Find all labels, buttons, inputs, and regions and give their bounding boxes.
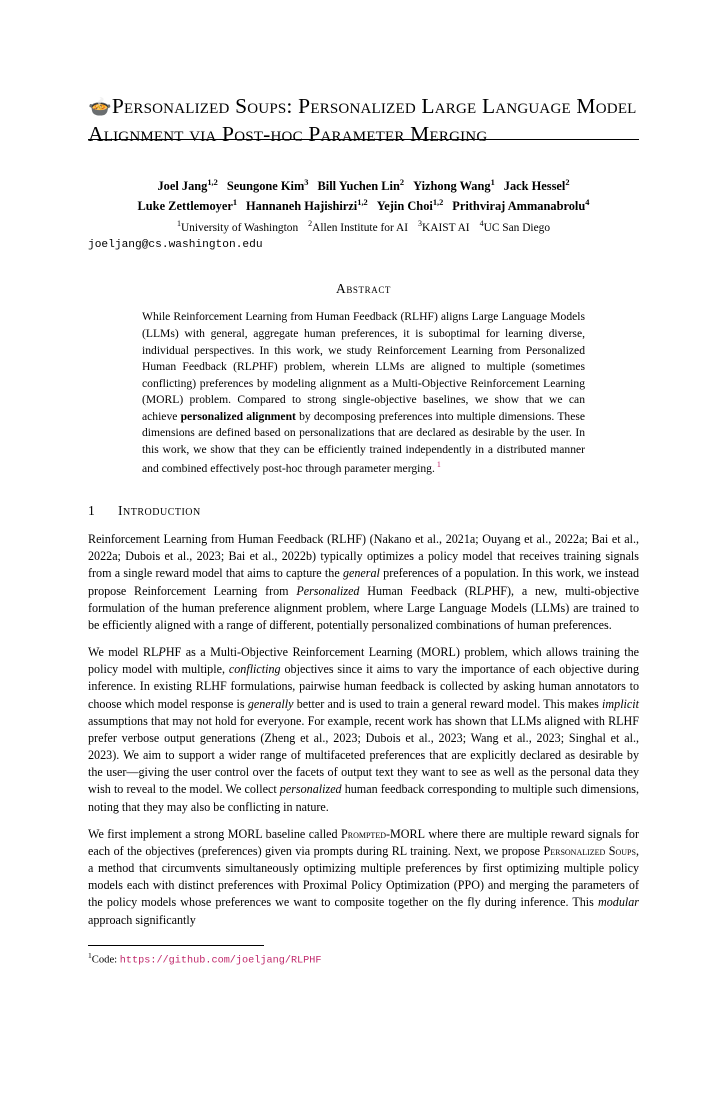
text-segment: approach significantly — [88, 912, 196, 927]
paper-page — [0, 92, 727, 1116]
title-text: Personalized Soups: Personalized Large Language Model Alignment via Post-hoc Parameter Merging — [88, 94, 637, 147]
author-name: Yizhong Wang — [413, 178, 491, 193]
text-segment: HF as a Multi-Objective Reinforcement Learning (MORL) problem, which allows training the policy model with multiple, — [88, 645, 640, 677]
text-segment: P — [158, 645, 166, 660]
text-segment: While Reinforcement Learning from Human Feedback (RLHF) aligns Large Language Models (LLMs) with general, aggregate human preferences, it is suboptimal for learning diverse, individual perspectives. In this work, we study Reinforcement Learning from Personalized Human Feedback (RL — [142, 310, 585, 374]
footnote-link[interactable]: https://github.com/joeljang/RLPHF — [119, 955, 322, 967]
affiliation-marker: 3 — [418, 219, 423, 229]
text-segment: preferences of a population. In this work, we instead propose Reinforcement Learning from — [88, 566, 639, 598]
text-segment: implicit — [602, 696, 639, 711]
text-segment: Personalized — [296, 583, 360, 598]
affiliation-marker: 2 — [308, 219, 313, 229]
footnote-separator — [88, 945, 264, 946]
text-segment: objectives since it aims to vary the importance of each objective during inference. In existing RLHF formulations, pairwise human feedback is collected by asking human annotators to choose which model response is — [88, 662, 639, 711]
text-segment: better and is used to train a general reward model. This makes — [293, 696, 603, 711]
author-line-2 — [88, 196, 639, 216]
author-affiliation-marker: 3 — [304, 177, 309, 187]
section-number: 1 — [88, 502, 96, 518]
author-name: Joel Jang — [157, 178, 208, 193]
text-segment: , a method that circumvents simultaneously optimizing multiple preferences by first optimizing multiple policy models each with distinct preferences with Proximal Policy Optimization (PPO) and merging the parameters of the policy models whose preferences we want to composite together on the fly during inference. This — [88, 843, 639, 910]
author-affiliation-marker: 1 — [232, 198, 238, 208]
author-name: Seungone Kim — [226, 178, 305, 193]
section-title: Introduction — [118, 502, 201, 518]
text-segment: conflicting — [228, 662, 281, 677]
text-segment: personalized alignment — [180, 409, 296, 423]
text-segment: Reinforcement Learning from Human Feedback (RLHF) (Nakano et al., 2021a; Ouyang et al., 2022a; Bai et al., 2022a; Dubois et al., 2023; Bai et al., 2022b) typically optimizes a policy model that receives training signals from a single reward model that aims to capture the — [88, 531, 639, 581]
section-heading-introduction — [88, 503, 639, 519]
author-line-1 — [88, 176, 639, 196]
author-name: Prithviraj Ammanabrolu — [452, 199, 586, 214]
text-segment: modular — [598, 895, 639, 910]
author-affiliation-marker: 2 — [565, 177, 570, 187]
text-segment: P — [251, 360, 259, 374]
affiliation-name: KAIST AI — [422, 222, 470, 235]
author-name: Bill Yuchen Lin — [317, 178, 400, 193]
header-rule — [88, 139, 639, 140]
text-segment: HF) problem, wherein LLMs are aligned to multiple (sometimes conflicting) preferences by modeling alignment as a Multi-Objective Reinforcement Learning (MORL) problem. Compared to strong single-objective baselines, we show that we can achieve — [142, 360, 585, 423]
text-segment: We first implement a strong MORL baseline called — [88, 826, 342, 841]
footnote-marker: 1 — [88, 950, 92, 960]
text-segment: P — [484, 583, 492, 598]
affiliation-name: Allen Institute for AI — [312, 222, 409, 235]
text-segment: Prompted-MORL — [341, 826, 425, 841]
author-affiliation-marker: 1,2 — [207, 177, 218, 187]
affiliation-name: UC San Diego — [483, 222, 551, 235]
author-name: Jack Hessel — [503, 178, 566, 193]
paragraph — [88, 531, 639, 634]
paragraph — [88, 644, 639, 816]
author-affiliation-marker: 1,2 — [357, 198, 368, 208]
author-affiliation-marker: 4 — [585, 198, 590, 208]
introduction-body — [88, 531, 639, 929]
abstract-footnote-marker[interactable]: 1 — [434, 459, 441, 469]
text-segment: Personalized Soups — [543, 843, 636, 858]
author-list — [88, 176, 639, 217]
author-affiliation-marker: 1 — [490, 177, 495, 187]
text-segment: general — [342, 566, 380, 581]
author-name: Luke Zettlemoyer — [137, 199, 233, 214]
stew-emoji-icon: 🍲 — [88, 97, 112, 118]
affiliation-marker: 4 — [479, 219, 484, 229]
text-segment: HF), a new, multi-objective formulation of the human preference alignment problem, where Large Language Models (LLMs) are trained to be efficiently aligned with a range of different, potentially personalized combinations of human preferences. — [88, 583, 639, 632]
footnote — [88, 951, 639, 968]
contact-email: joeljang@cs.washington.edu — [88, 239, 263, 252]
text-segment: by decomposing preferences into multiple dimensions. These dimensions are defined based on personalizations that are declared as desirable by the user. In this work, we show that they can be efficiently trained independently in a distributed manner and combined effectively post-hoc through parameter merging. — [142, 409, 585, 475]
author-name: Hannaneh Hajishirzi — [246, 199, 358, 214]
text-segment: We model RL — [88, 645, 159, 660]
author-affiliation-marker: 1,2 — [432, 198, 444, 208]
author-name: Yejin Choi — [376, 199, 433, 214]
text-segment: human feedback corresponding to multiple such dimensions, noting that they may also be conflicting in nature. — [88, 782, 639, 814]
paragraph — [88, 826, 639, 929]
author-affiliation-marker: 2 — [399, 177, 405, 187]
text-segment: assumptions that may not hold for everyone. For example, recent work has shown that LLMs aligned with RLHF prefer verbose output generations (Zheng et al., 2023; Dubois et al., 2023; Wang et al., 2023; Singhal et al., 2023). We aim to support a wider range of multifaceted preferences that are explicitly declared as desirable by the user—giving the user control over the facets of output text they want to see as well as the personal data they wish to reveal to the model. We collect — [88, 713, 639, 797]
affiliation-list — [88, 218, 639, 237]
text-segment: Human Feedback (RL — [359, 583, 485, 598]
affiliation-marker: 1 — [176, 219, 181, 229]
text-segment: personalized — [279, 782, 342, 797]
abstract-body — [142, 309, 585, 477]
footnote-label: Code: — [91, 954, 118, 966]
abstract-heading: Abstract — [335, 281, 392, 297]
page-title — [88, 92, 639, 149]
text-segment: generally — [247, 696, 294, 711]
affiliation-name: University of Washington — [180, 222, 299, 235]
text-segment: where there are multiple reward signals for each of the objectives (preferences) given via prompts during RL training. Next, we propose — [88, 826, 639, 858]
